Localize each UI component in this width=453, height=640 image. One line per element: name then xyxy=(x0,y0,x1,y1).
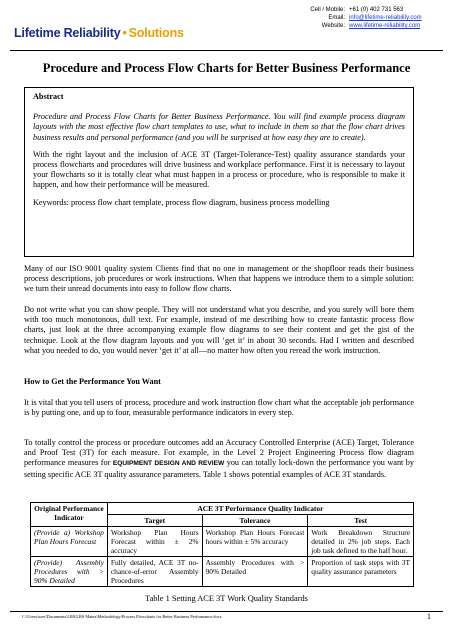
company-logo xyxy=(14,26,184,40)
body-paragraph-2 xyxy=(24,305,414,356)
contact-label: Cell / Mobile: xyxy=(310,7,345,13)
cell-target: Fully detailed, ACE 3T no-chance-of-error Assembly Procedures xyxy=(107,557,202,587)
paragraph-text: Do not write what you can show people. They will not understand what you describe, and you surely will bore them with too much monotonous, dull text. For example, instead of me describing how to create fantastic process flow charts, just look at the three accompanying example flow diagrams to see their content and get the gist of the technique. Look at the flow diagram layouts and you will ‘get it’ in about 30 seconds. Had I written and described what you needed to do, you would never ‘get it’ at all—no matter how often you reread the work instruction. xyxy=(24,305,414,355)
table-caption: Table 1 Setting ACE 3T Work Quality Standards xyxy=(145,594,308,603)
paragraph-text-part: you can totally lock-down the performance you want by setting specific ACE 3T quality assurance parameters. Table 1 shows potential examples of ACE 3T standards. xyxy=(24,458,414,479)
contact-row-website xyxy=(303,22,422,30)
contact-label: Website: xyxy=(321,23,345,29)
contact-block xyxy=(303,6,422,30)
contact-row-mobile xyxy=(303,6,422,14)
table-header-row xyxy=(31,503,414,515)
contact-label: Email: xyxy=(328,15,345,21)
page-number: 1 xyxy=(427,612,431,621)
group-header: ACE 3T Performance Quality Indicator xyxy=(107,503,413,515)
section-heading xyxy=(24,377,414,387)
abstract-heading: Abstract xyxy=(33,92,64,101)
body-paragraph-3 xyxy=(24,398,414,418)
contact-email-link[interactable]: info@lifetime-reliability.com xyxy=(349,15,422,21)
logo-text-secondary: Solutions xyxy=(128,26,184,40)
body-paragraph-4 xyxy=(24,438,414,480)
header-divider xyxy=(10,50,443,51)
cell-indicator: (Provide) Assembly Procedures with > 90% Detailed xyxy=(31,557,108,587)
subheading-text: How to Get the Performance You Want xyxy=(24,377,161,386)
column-header-tolerance: Tolerance xyxy=(202,515,308,527)
body-paragraph-1 xyxy=(24,264,414,295)
ace-3t-table xyxy=(30,502,414,587)
paragraph-text-part: To totally control the process or procedure outcomes add an Accuracy Controlled Enterprise (ACE) Target, Tolerance and Proof Test (3T) for each measure. For example, in the Level 2 Project Engineering Process flow diagram performance measures for xyxy=(24,438,414,468)
emphasis-caps: EQUIPMENT DESIGN AND REVIEW xyxy=(112,460,225,468)
document-title: Procedure and Process Flow Charts for Better Business Performance xyxy=(42,61,411,75)
contact-row-email xyxy=(303,14,422,22)
abstract-paragraph-2: With the right layout and the inclusion of ACE 3T (Target-Tolerance-Test) quality assurance standards your process flowcharts and procedures will drive business and workplace performance. First it is necessary to layout your flowcharts so it is totally clear what must happen in a process or procedure, who is responsible to make it happen, and how their performance will be measured. xyxy=(33,149,405,190)
abstract-paragraph-1: Procedure and Process Flow Charts for Better Business Performance. You will find example process diagram layouts with the most effective flow chart templates to use, what to include in them so that the flow chart drives business results and personal performance (and you will be surprised at how easy they are to create). xyxy=(33,112,405,142)
footer-divider xyxy=(10,611,443,612)
cell-tolerance: Assembly Procedures with > 90% Detailed xyxy=(202,557,308,587)
contact-value-phone: +61 (0) 402 731 563 xyxy=(349,7,404,13)
paragraph-text: Many of our ISO 9001 quality system Clients find that no one in management or the shopfloor reads their business process descriptions, job procedures or work instructions. When that happens we introduce them to a simple solution: we turn their unread documents into easy to follow flow charts. xyxy=(24,264,414,294)
column-header-indicator: Original Performance Indicator xyxy=(31,503,108,527)
contact-website-link[interactable]: www.lifetime-reliability.com xyxy=(349,23,421,29)
cell-indicator: (Provide a) Workshop Plan Hours Forecast xyxy=(31,527,108,557)
table-row xyxy=(31,527,414,557)
paragraph-text: It is vital that you tell users of process, procedure and work instruction flow chart what the acceptable job performance is by putting one, and up to four, measurable performance indicators in every step. xyxy=(24,398,414,418)
logo-separator: • xyxy=(122,26,127,40)
cell-test: Proportion of task steps with 3T quality assurance parameters xyxy=(308,557,414,587)
abstract-box xyxy=(24,87,414,257)
table-row xyxy=(31,557,414,587)
column-header-test: Test xyxy=(308,515,414,527)
logo-text-primary: Lifetime Reliability xyxy=(14,26,121,40)
cell-tolerance: Workshop Plan Hours Forecast hours within ± 5% accuracy xyxy=(202,527,308,557)
column-header-target: Target xyxy=(107,515,202,527)
footer-file-path: C:\Users\user\Documents\LRS\LRS Mainz\Methodology\Process Flowcharts for Better Business Performance.docx xyxy=(22,614,222,619)
abstract-keywords: Keywords: process flow chart template, process flow diagram, business process modelling xyxy=(33,197,330,207)
paragraph-text xyxy=(24,438,414,480)
cell-target: Workshop Plan Hours Forecast within ± 2% accuracy xyxy=(107,527,202,557)
cell-test: Work Breakdown Structure detailed in 2% job steps. Each job task defined to the half hour. xyxy=(308,527,414,557)
